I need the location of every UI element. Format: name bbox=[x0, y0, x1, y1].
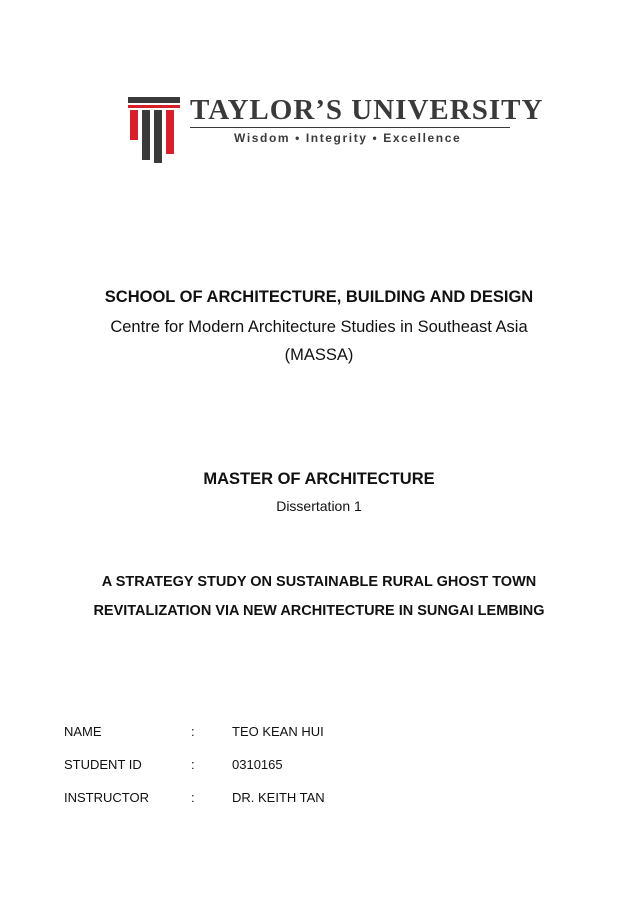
detail-separator: : bbox=[191, 790, 195, 805]
centre-abbreviation: (MASSA) bbox=[284, 346, 354, 364]
detail-value: DR. KEITH TAN bbox=[232, 790, 325, 805]
module-title: Dissertation 1 bbox=[276, 498, 362, 514]
logo-mark-icon bbox=[128, 95, 184, 165]
centre-name: Centre for Modern Architecture Studies in Southeast Asia bbox=[110, 318, 528, 336]
school-name: SCHOOL OF ARCHITECTURE, BUILDING AND DESIGN bbox=[104, 288, 534, 306]
university-name: TAYLOR’S UNIVERSITY bbox=[190, 94, 544, 126]
detail-label: NAME bbox=[64, 724, 102, 739]
detail-label: STUDENT ID bbox=[64, 757, 142, 772]
detail-row-student-id bbox=[0, 757, 638, 777]
logo-divider bbox=[190, 127, 510, 128]
detail-separator: : bbox=[191, 757, 195, 772]
detail-value: 0310165 bbox=[232, 757, 283, 772]
detail-row-instructor bbox=[0, 790, 638, 810]
detail-value: TEO KEAN HUI bbox=[232, 724, 324, 739]
university-motto: Wisdom • Integrity • Excellence bbox=[234, 131, 462, 145]
detail-row-name bbox=[0, 724, 638, 744]
detail-label: INSTRUCTOR bbox=[64, 790, 149, 805]
degree-title: MASTER OF ARCHITECTURE bbox=[203, 470, 435, 488]
university-logo bbox=[128, 94, 544, 165]
detail-separator: : bbox=[191, 724, 195, 739]
thesis-title-line-2: REVITALIZATION VIA NEW ARCHITECTURE IN SUNGAI LEMBING bbox=[93, 603, 545, 619]
thesis-title-line-1: A STRATEGY STUDY ON SUSTAINABLE RURAL GHOST TOWN bbox=[101, 574, 537, 590]
